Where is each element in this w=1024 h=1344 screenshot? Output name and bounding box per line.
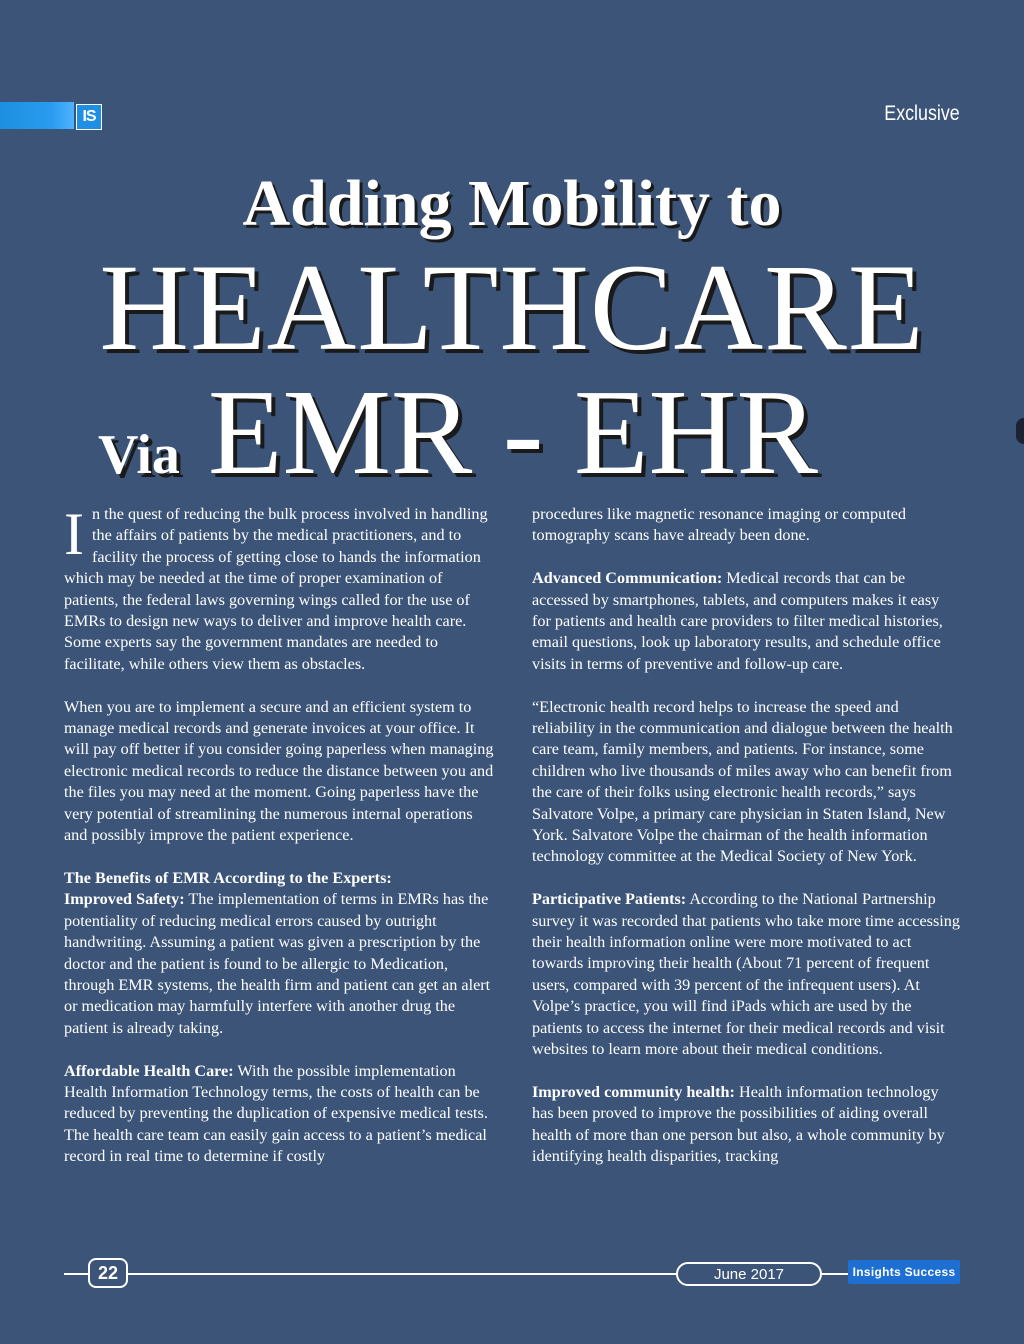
title-via: Via: [98, 424, 180, 486]
paperless-paragraph: When you are to implement a secure and an efficient system to manage medical records and generate invoices at your office. It will pay off better if you consider going paperless when managing electronic medical records to reduce the distance between you and the files you may need at the moment. Going paperless have the very potential of streamlining the numerous internal operations and possibly improve the patient experience.: [64, 697, 494, 845]
community-heading: Improved community health:: [532, 1082, 735, 1101]
header-accent-bar: [0, 102, 74, 129]
drop-cap: I: [64, 501, 84, 567]
communication-paragraph: [532, 568, 962, 675]
procedures-paragraph: procedures like magnetic resonance imaging or computed tomography scans have already been done.: [532, 505, 906, 545]
section-label: Exclusive: [884, 102, 960, 125]
title-line-2: HEALTHCARE: [99, 239, 925, 376]
brand-logo: Insights Success: [848, 1260, 960, 1284]
page-number: 22: [88, 1258, 128, 1288]
intro-paragraph: [64, 501, 496, 675]
participative-heading: Participative Patients:: [532, 890, 687, 909]
logo-text: IS: [82, 108, 96, 125]
community-text: Health information technology has been proved to improve the possibilities of aiding overall health of more than one person but also, a whole community by identifying health disparities, tracking: [532, 1082, 945, 1166]
communication-heading: Advanced Communication:: [532, 569, 723, 588]
title-emr-ehr: EMR - EHR: [207, 365, 818, 500]
article-right-column: [532, 504, 962, 1189]
title-line-3: [98, 365, 818, 500]
participative-paragraph: [532, 889, 962, 1060]
quote-paragraph: “Electronic health record helps to increase the speed and reliability in the communication and dialogue between the health care team, family members, and patients. For instance, some children who live thousands of miles away who can benefit from the care of their folks using electronic health records,” says Salvatore Volpe, a primary care physician in Staten Island, New York. Salvatore Volpe the chairman of the health information technology committee at the Medical Society of New York.: [532, 697, 953, 866]
affordable-heading: Affordable Health Care:: [64, 1061, 234, 1080]
article-left-column: [64, 501, 496, 1189]
issue-date: June 2017: [676, 1262, 822, 1286]
safety-heading: Improved Safety:: [64, 890, 185, 909]
magazine-logo-icon: [76, 104, 102, 130]
participative-text: According to the National Partnership survey it was recorded that patients who take more time accessing their health information online were more motivated to act towards improving their health (About 71 percent of frequent users, compared with 39 percent of the infrequent users). At Volpe’s practice, you will find iPads which are used by the patients to access the internet for their medical records and visit websites to learn more about their medical conditions.: [532, 890, 960, 1059]
safety-text: The implementation of terms in EMRs has the potentiality of reducing medical errors caused by outright handwriting. Assuming a patient was given a prescription by the doctor and the patient is found to be allergic to Medication, through EMR systems, the health firm and patient can get an alert or medication may harmfully interfere with another drug the patient is already taking.: [64, 890, 491, 1037]
affordable-paragraph: [64, 1061, 496, 1168]
title-line-1: Adding Mobility to: [242, 167, 782, 240]
community-paragraph: [532, 1082, 962, 1168]
benefits-heading: The Benefits of EMR According to the Experts:: [64, 868, 392, 887]
affordable-text: With the possible implementation Health Information Technology terms, the costs of health can be reduced by preventing the duplication of expensive medical tests. The health care team can easily gain access to a patient’s medical record in real time to determine if costly: [64, 1061, 488, 1166]
benefits-paragraph: [64, 868, 496, 1039]
intro-text: n the quest of reducing the bulk process involved in handling the affairs of patients by the medical practitioners, and to facility the process of getting close to hands the information which may be needed at the time of proper examination of patients, the federal laws governing wings called for the use of EMRs to design new ways to deliver and improve health care. Some experts say the government mandates are needed to facilitate, while others view them as obstacles.: [64, 505, 488, 673]
communication-text: Medical records that can be accessed by smartphones, tablets, and computers makes it easy for patients and health care providers to filter medical histories, email questions, look up laboratory results, and schedule office visits in terms of preventive and follow-up care.: [532, 569, 943, 673]
page-edge-mark: [1016, 418, 1024, 444]
